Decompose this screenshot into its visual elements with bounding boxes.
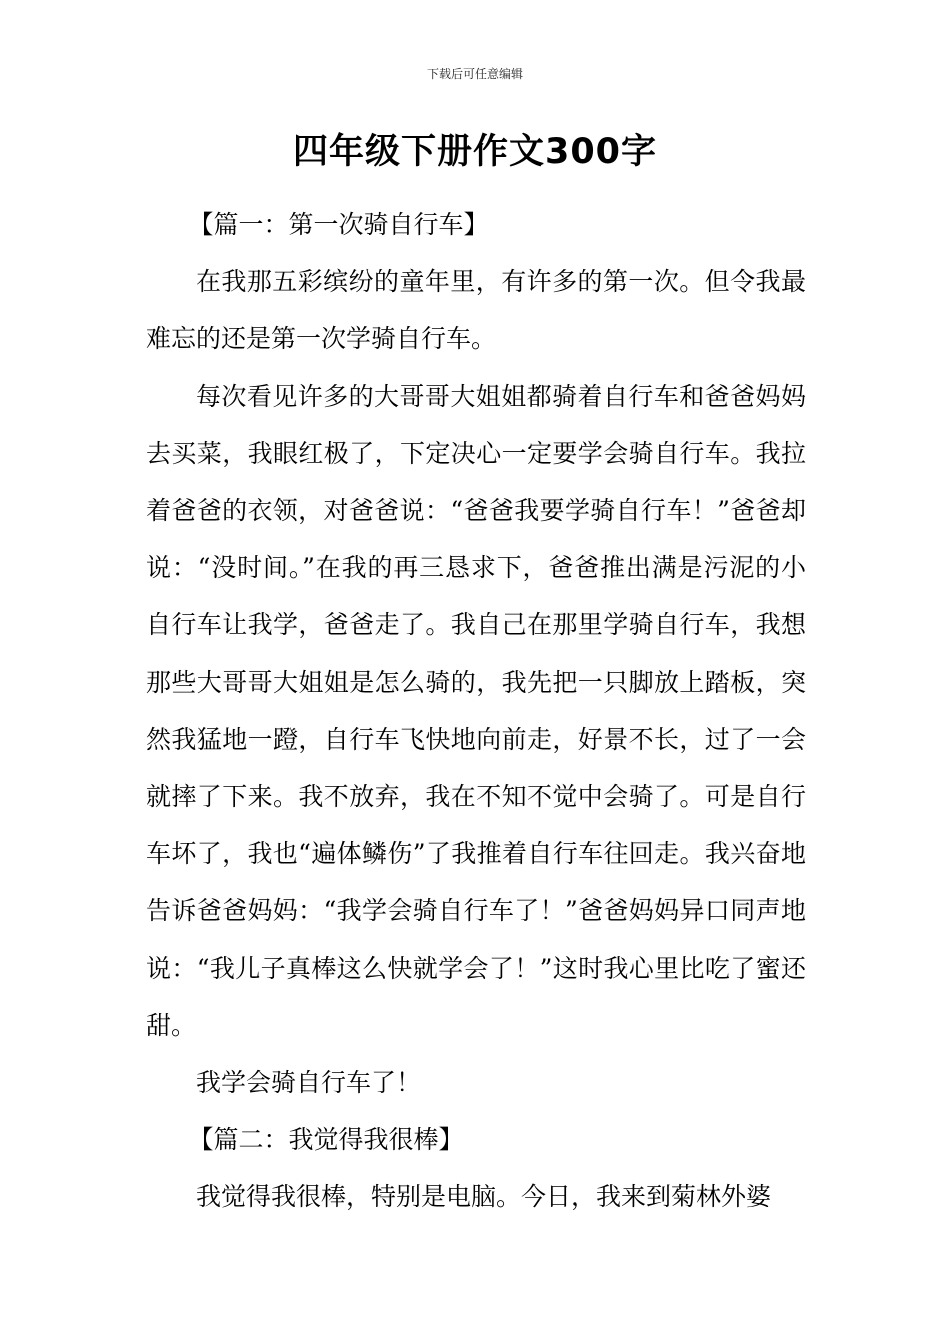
- paragraph: 我觉得我很棒，特别是电脑。今日，我来到菊林外婆: [196, 1182, 772, 1212]
- paragraph: 在我那五彩缤纷的童年里，有许多的第一次。但令我最难忘的还是第一次学骑自行车。: [146, 267, 806, 354]
- document-title: 四年级下册作文300字: [292, 132, 658, 172]
- paragraph: 我学会骑自行车了！: [196, 1068, 422, 1098]
- paragraph: 每次看见许多的大哥哥大姐姐都骑着自行车和爸爸妈妈去买菜，我眼红极了，下定决心一定要学会骑自行车。我拉着爸爸的衣领，对爸爸说：“爸爸我要学骑自行车！”爸爸却说：“没时间。”在我的再三恳求下，爸爸推出满是污泥的小自行车让我学，爸爸走了。我自己在那里学骑自行车，我想那些大哥哥大姐姐是怎么骑的，我先把一只脚放上踏板，突然我猛地一蹬，自行车飞快地向前走，好景不长，过了一会就摔了下来。我不放弃，我在不知不觉中会骑了。可是自行车坏了，我也“遍体鳞伤”了我推着自行车往回走。我兴奋地告诉爸爸妈妈：“我学会骑自行车了！”爸爸妈妈异口同声地说：“我儿子真棒这么快就学会了！”这时我心里比吃了蜜还甜。: [146, 381, 806, 1040]
- header-note: 下载后可任意编辑: [426, 67, 523, 81]
- section-heading-2: 【篇二：我觉得我很棒】: [188, 1125, 464, 1155]
- document-body: [146, 196, 806, 1226]
- section-heading-1: 【篇一：第一次骑自行车】: [188, 210, 489, 239]
